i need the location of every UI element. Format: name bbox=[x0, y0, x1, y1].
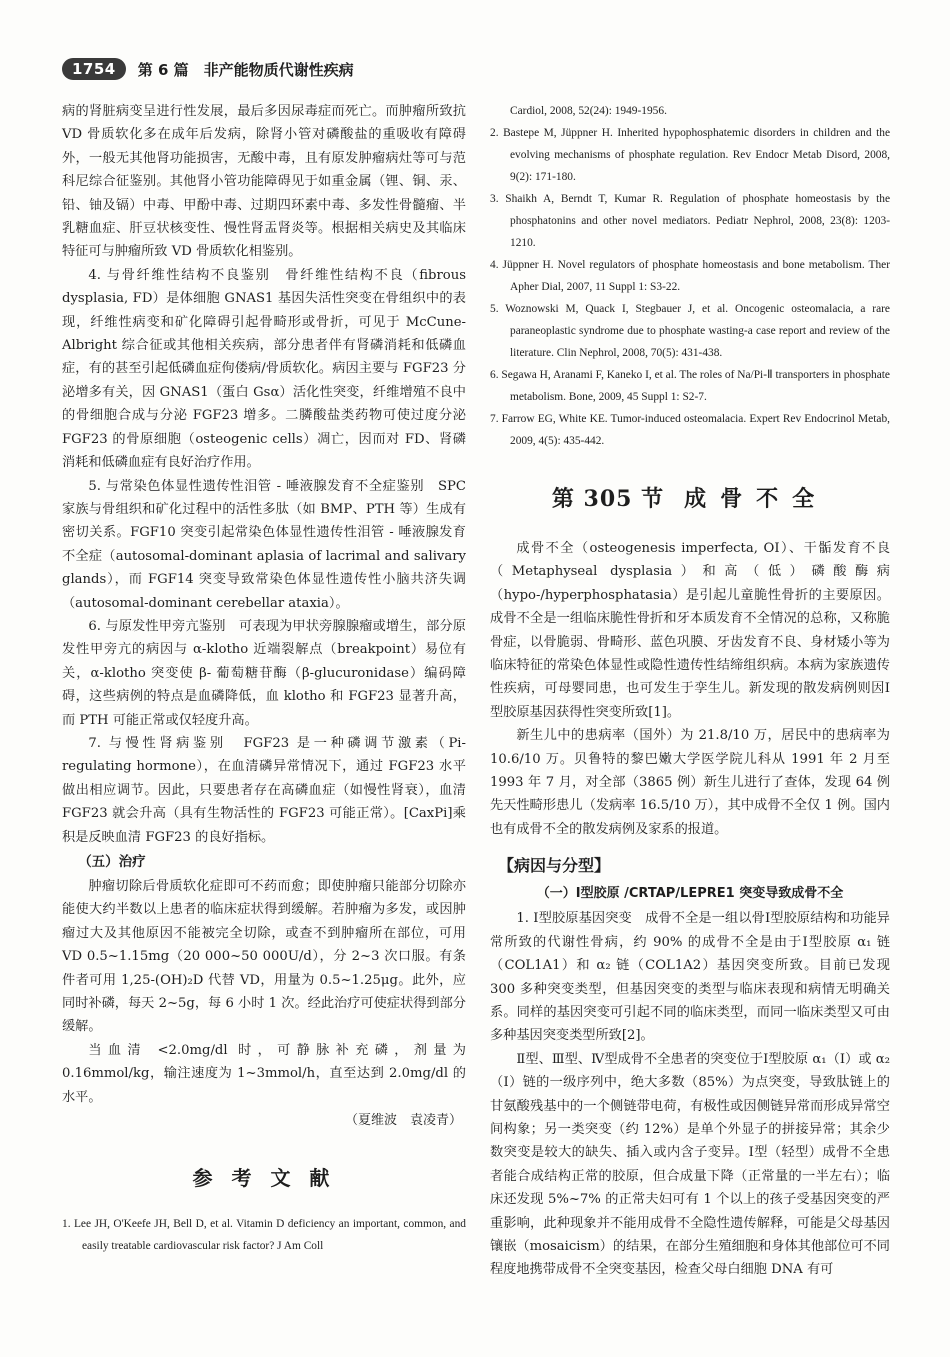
author-signature: （夏维波 袁凌青） bbox=[344, 1113, 462, 1129]
paragraph: 4. 与骨纤维性结构不良鉴别 骨纤维性结构不良（fibrous dysplasia, FD）是体细胞 GNAS1 基因失活性突变在骨组织中的表现，纤维性病变和矿化障碍引起骨畸形或骨折，可见于 McCune-Albright 综合征或其他相关疾病，部分患者伴有肾磷消耗和低磷血症，有的甚至引起低磷血症佝偻病/骨质软化。病因主要与 FGF23 分泌增多有关，因 GNAS1（蛋白 Gsα）活化性突变，纤维增殖不良中的骨细胞合成与分泌 FGF23 增多。二膦酸盐类药物可使过度分泌 FGF23 的骨原细胞（osteogenic cells）凋亡，因而对 FD、肾磷消耗和低磷血症有良好治疗作用。 bbox=[62, 267, 466, 471]
subsection-heading: 【病因与分型】 bbox=[498, 856, 611, 876]
subsection-heading: （五）治疗 bbox=[78, 854, 146, 870]
paragraph: 当血清 <2.0mg/dl 时，可静脉补充磷，剂量为 0.16mmol/kg，输注速度为 1~3mmol/h，直至达到 2.0mg/dl 的水平。 bbox=[62, 1042, 466, 1105]
reference-item: Cardiol, 2008, 52(24): 1949-1956. bbox=[510, 105, 667, 117]
paragraph: 病的肾脏病变呈进行性发展，最后多因尿毒症而死亡。而肿瘤所致抗 VD 骨质软化多在成年后发病，除肾小管对磷酸盐的重吸收有障碍外，一般无其他肾功能损害，无酸中毒，且有原发肿瘤病灶等可与范科尼综合征鉴别。其他肾小管功能障碍见于如重金属（锂、铜、汞、铅、铀及镉）中毒、甲酚中毒、过期四环素中毒、多发性骨髓瘤、半乳糖血症、肝豆状核变性、慢性肾盂肾炎等。根据相关病史及其临床特征可与肿瘤所致 VD 骨质软化相鉴别。 bbox=[62, 104, 466, 260]
paragraph: 7. 与慢性肾病鉴别 FGF23 是一种磷调节激素（Pi-regulating hormone），在血清磷异常情况下，通过 FGF23 水平做出相应调节。因此，只要患者存在高磷血症（如慢性肾衰），血清 FGF23 就会升高（具有生物活性的 FGF23 可能正常）。[CaxPi]乘积是反映血清 FGF23 的良好指标。 bbox=[62, 735, 466, 845]
page-number: 1754 bbox=[62, 58, 126, 80]
reference-item: 5. Woznowski M, Quack I, Stegbauer J, et al. Oncogenic osteomalacia, a rare paraneoplastic syndrome due to phosphate wasting-a case report and review of the literature. Clin Nephrol, 2008, 70(5): 431-438. bbox=[490, 303, 890, 359]
subsection-heading: （一）Ⅰ型胶原 /CRTAP/LEPRE1 突变导致成骨不全 bbox=[536, 886, 844, 902]
page-header bbox=[62, 56, 354, 82]
section-title: 成骨不全 bbox=[684, 486, 829, 512]
section-number: 第 305 节 bbox=[551, 486, 665, 512]
paragraph: 新生儿中的患病率（国外）为 21.8/10 万，居民中的患病率为 10.6/10 万。贝鲁特的黎巴嫩大学医学院儿科从 1991 年 2 月至 1993 年 7 月，对全部（3865 例）新生儿进行了查体，发现 64 例先天性畸形患儿（发病率 16.5/10 万），其中成骨不全仅 1 例。国内也有成骨不全的散发病例及家系的报道。 bbox=[490, 728, 890, 837]
running-title: 第 6 篇 非产能物质代谢性疾病 bbox=[137, 60, 354, 79]
paragraph: 6. 与原发性甲旁亢鉴别 可表现为甲状旁腺腺瘤或增生，部分原发性甲旁亢的病因与 α-klotho 近端裂解点（breakpoint）易位有关，α-klotho 突变使 β- 葡萄糖苷酶（β-glucuronidase）编码障碍，这些病例的特点是血磷降低，血 klotho 和 FGF23 显著升高，而 PTH 可能正常或仅轻度升高。 bbox=[62, 618, 466, 728]
paragraph: 肿瘤切除后骨质软化症即可不药而愈；即使肿瘤只能部分切除亦能使大约半数以上患者的临床症状得到缓解。若肿瘤为多发，或因肿瘤过大及其他原因不能被完全切除，或查不到肿瘤所在部位，可用 VD 0.5~1.15mg（20 000~50 000U/d），分 2~3 次口服。有条件者可用 1,25-(OH)₂D 代替 VD，用量为 0.5~1.25μg。此外，应同时补磷，每天 2~5g，每 6 小时 1 次。经此治疗可使症状得到部分缓解。 bbox=[62, 879, 466, 1035]
paragraph: 1. Ⅰ型胶原基因突变 成骨不全是一组以骨Ⅰ型胶原结构和功能异常所致的代谢性骨病，约 90% 的成骨不全是由于Ⅰ型胶原 α₁ 链（COL1A1）和 α₂ 链（COL1A2）基因突变所致。目前已发现 300 多种突变类型，但基因突变的类型与临床表现和病情无明确关系。同样的基因突变可引起不同的临床类型，而同一临床类型又可由多种基因突变类型所致[2]。 bbox=[490, 911, 890, 1044]
reference-item: 1. Lee JH, O'Keefe JH, Bell D, et al. Vitamin D deficiency an important, common, and easily treatable cardiovascular risk factor? J Am Coll bbox=[62, 1218, 466, 1253]
left-column bbox=[62, 100, 466, 1257]
reference-item: 4. Jüppner H. Novel regulators of phosphate homeostasis and bone metabolism. Ther Apher Dial, 2007, 11 Suppl 1: S3-22. bbox=[490, 259, 890, 293]
right-column bbox=[490, 100, 890, 1282]
reference-item: 3. Shaikh A, Berndt T, Kumar R. Regulation of phosphate homeostasis by the phosphatonins and other novel mediators. Pediatr Nephrol, 2008, 23(8): 1203-1210. bbox=[490, 193, 890, 249]
references-heading: 参 考 文 献 bbox=[192, 1166, 336, 1191]
reference-item: 2. Bastepe M, Jüppner H. Inherited hypophosphatemic disorders in children and the evolving mechanisms of phosphate regulation. Rev Endocr Metab Disord, 2008, 9(2): 171-180. bbox=[490, 127, 890, 183]
section-heading bbox=[490, 482, 890, 513]
reference-item: 7. Farrow EG, White KE. Tumor-induced osteomalacia. Expert Rev Endocrinol Metab, 2009, 4(5): 435-442. bbox=[490, 413, 890, 447]
paragraph: 成骨不全（osteogenesis imperfecta, OI）、干骺发育不良（Metaphyseal dysplasia）和高（低）磷酸酶病（hypo-/hyperphosphatasia）是引起儿童脆性骨折的主要原因。成骨不全是一组临床脆性骨折和牙本质发育不全情况的总称，又称脆骨症，以骨脆弱、骨畸形、蓝色巩膜、牙齿发育不良、身材矮小等为临床特征的常染色体显性或隐性遗传性结缔组织病。本病为家族遗传性疾病，可母婴同患，也可发生于孪生儿。新发现的散发病例则因Ⅰ型胶原基因获得性突变所致[1]。 bbox=[490, 541, 890, 720]
reference-item: 6. Segawa H, Aranami F, Kaneko I, et al. The roles of Na/Pi-Ⅱ transporters in phosphate metabolism. Bone, 2009, 45 Suppl 1: S2-7. bbox=[490, 369, 890, 403]
paragraph: Ⅱ型、Ⅲ型、Ⅳ型成骨不全患者的突变位于Ⅰ型胶原 α₁（Ⅰ）或 α₂（Ⅰ）链的一级序列中，绝大多数（85%）为点突变，导致肽链上的甘氨酸残基中的一个侧链带电荷，有极性或因侧链异常而形成异常空间构象；另一类突变（约 12%）是单个外显子的拼接异常；其余少数突变是较大的缺失、插入或内含子变异。Ⅰ型（轻型）成骨不全患者能合成结构正常的胶原，但合成量下降（正常量的一半左右）；临床还发现 5%~7% 的正常夫妇可有 1 个以上的孩子受基因突变的严重影响，此种现象并不能用成骨不全隐性遗传解释，可能是父母基因镶嵌（mosaicism）的结果，在部分生殖细胞和身体其他部位可不同程度地携带成骨不全突变基因，检查父母白细胞 DNA 有可 bbox=[490, 1051, 890, 1278]
paragraph: 5. 与常染色体显性遗传性泪管 - 唾液腺发育不全症鉴别 SPC 家族与骨组织和矿化过程中的活性多肽（如 BMP、PTH 等）生成有密切关系。FGF10 突变引起常染色体显性遗传性泪管 - 唾液腺发育不全症（autosomal-dominant aplasia of lacrimal and salivary glands），而 FGF14 突变导致常染色体显性遗传性小脑共济失调（autosomal-dominant cerebellar ataxia）。 bbox=[62, 478, 466, 611]
